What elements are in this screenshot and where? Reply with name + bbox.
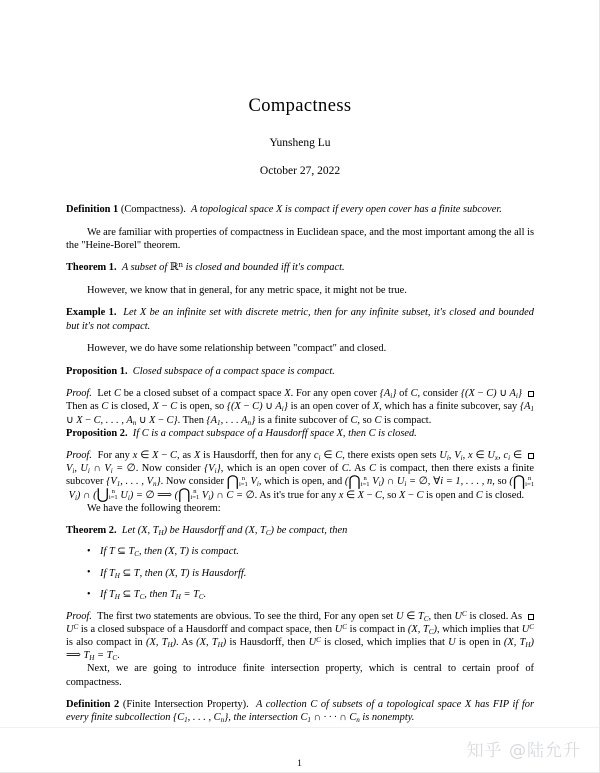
proposition-1-text: Closed subspace of a compact space is compact.: [132, 365, 335, 377]
document-date: October 27, 2022: [259, 165, 341, 177]
theorem-1-text-b: is closed and bounded iff it's compact.: [183, 262, 345, 274]
example-1-block: [66, 306, 534, 332]
qed-box-1: [528, 391, 534, 397]
definition-1-text-b: is compact if every open cover has a finite subcover.: [282, 204, 502, 215]
definition-2-head: Definition 2: [66, 699, 120, 711]
definition-1-var: X: [275, 204, 283, 215]
document-content: [66, 0, 534, 760]
proposition-1-head: Proposition 1.: [66, 365, 128, 377]
real-numbers-symbol: ℝ$^n$: [169, 260, 184, 274]
theorem-2-bullet-list: [66, 545, 534, 601]
list-item: • If T ⊆ $T_C$, then (X, T) is compact.: [66, 545, 534, 558]
title-block: [66, 0, 534, 177]
proof-3-block: Proof. The first two statements are obvious. To see the third, For any open set U ∈ $T_C$, then $U^C$ is closed. As $U^C$ is a closed subspace of a Hausdorff and compact space, then $U^C$ is compact in (X, $T_C$), which implies that $U^C$ is also compact in (X, $T_H$). As (X, $T_H$) is Hausdorff, then $U^C$ is closed, which implies that U is open in (X, $T_H$) ⟹ $T_H = T_C$.: [66, 609, 534, 663]
paragraph-compact-closed: However, we do have some relationship between "compact" and closed.: [87, 343, 387, 355]
theorem-2-block: Theorem 2. Let (X, $T_H$) be Hausdorff and (X, $T_C$) be compact, then: [66, 525, 348, 537]
definition-1-paren: (Compactness).: [120, 204, 186, 215]
paragraph-following-theorem: We have the following theorem:: [87, 502, 221, 514]
proposition-2-head: Proposition 2.: [66, 427, 128, 439]
qed-box-2: [528, 453, 534, 459]
proof-1-head: Proof.: [66, 388, 92, 400]
definition-1-text-a: A topological space: [191, 204, 276, 215]
proposition-2-text: If C is a compact subspace of a Hausdorff space X, then C is closed.: [132, 427, 417, 439]
proof-3-head: Proof.: [66, 611, 92, 623]
paragraph-fip-intro: Next, we are going to introduce finite intersection property, which is central to certain proof of compactness.: [66, 663, 534, 688]
definition-1-block: [66, 203, 534, 216]
theorem-2-head: Theorem 2.: [66, 525, 117, 537]
zhihu-watermark: 知乎 @陆允升: [466, 741, 581, 761]
definition-2-block: Definition 2 (Finite Intersection Property). A collection C of subsets of a topological space X has FIP if for every finite subcollection {$C_1$, . . . , $C_n$}, the intersection $C_1$ ∩ · · · ∩ $C_n$ is nonempty.: [66, 699, 535, 724]
proposition-1-block: [66, 365, 534, 378]
document-author: Yunsheng Lu: [269, 137, 331, 149]
definition-2-paren: (Finite Intersection Property).: [122, 699, 249, 711]
proposition-2-block: [66, 427, 534, 440]
paragraph-metric-space: However, we know that in general, for any metric space, it might not be true.: [87, 284, 407, 296]
example-1-text-b: be an infinite set with discrete metric, then for any infinite subset, it's closed and bounded but it's not compact.: [66, 307, 534, 332]
example-1-var: X: [139, 307, 147, 319]
proof-1-block: Proof. Let C be a closed subset of a compact space X. For any open cover $\{A_i\}$ of C, consider {(X − C) ∪ $A_i$} Then as C is closed, X − C is open, so {(X − C) ∪ $A_i$} is an open cover of X, which has a finite subcover, say {$A_1$ ∪ X − C, . . . , $A_n$ ∪ X − C}. Then {$A_1$, . . . $A_n$} is a finite subcover of C, so C is compact.: [66, 388, 535, 427]
theorem-1-text-a: A subset of: [121, 262, 170, 274]
list-item: • If $T_H$ ⊆ T, then (X, T) is Hausdorff.: [66, 567, 534, 580]
paragraph-heine-borel: We are familiar with properties of compactness in Euclidean space, and the most important among the all is the "Heine-Borel" theorem.: [66, 226, 534, 251]
qed-box-3: [528, 614, 534, 620]
footer-band: [0, 727, 599, 773]
theorem-1-block: [66, 261, 534, 274]
theorem-1-head: Theorem 1.: [66, 262, 117, 274]
example-1-text-a: Let: [123, 307, 140, 319]
page-title: Compactness: [248, 96, 352, 116]
example-1-head: Example 1.: [66, 307, 117, 319]
proof-2-block: Proof. For any x ∈ X − C, as X is Hausdorff, then for any $c_i$ ∈ C, there exists open sets $U_i$, $V_i$, x ∈ $U_x$, $c_i$ ∈ $V_i$, $U_i$ ∩ $V_i$ = ∅. Now consider $\{V_i\}$, which is an open cover of C. As C is compact, then there exists a finite subcover {$V_1$, . . . , $V_n$}. Now consider ⋂ n i=1 $V_i$, which is open, and (⋂ n i=1 $V_i$) ∩ $U_i$ = ∅, ∀i = 1, . . . , n, so (⋂ n i=1 $V_i$) ∩ (⋃ n i=1 $U_i$) = ∅ ⟹ (⋂ n i=1 $V_i$) ∩ C = ∅. As it's true for any x ∈ X − C, so X − C is open and C is closed.: [66, 450, 535, 503]
definition-1-head: Definition 1: [66, 204, 119, 215]
list-item: • If $T_H$ ⊆ $T_C$, then $T_H = T_C$.: [66, 588, 534, 601]
page-number: 1: [297, 759, 302, 769]
proof-2-head: Proof.: [66, 450, 92, 462]
